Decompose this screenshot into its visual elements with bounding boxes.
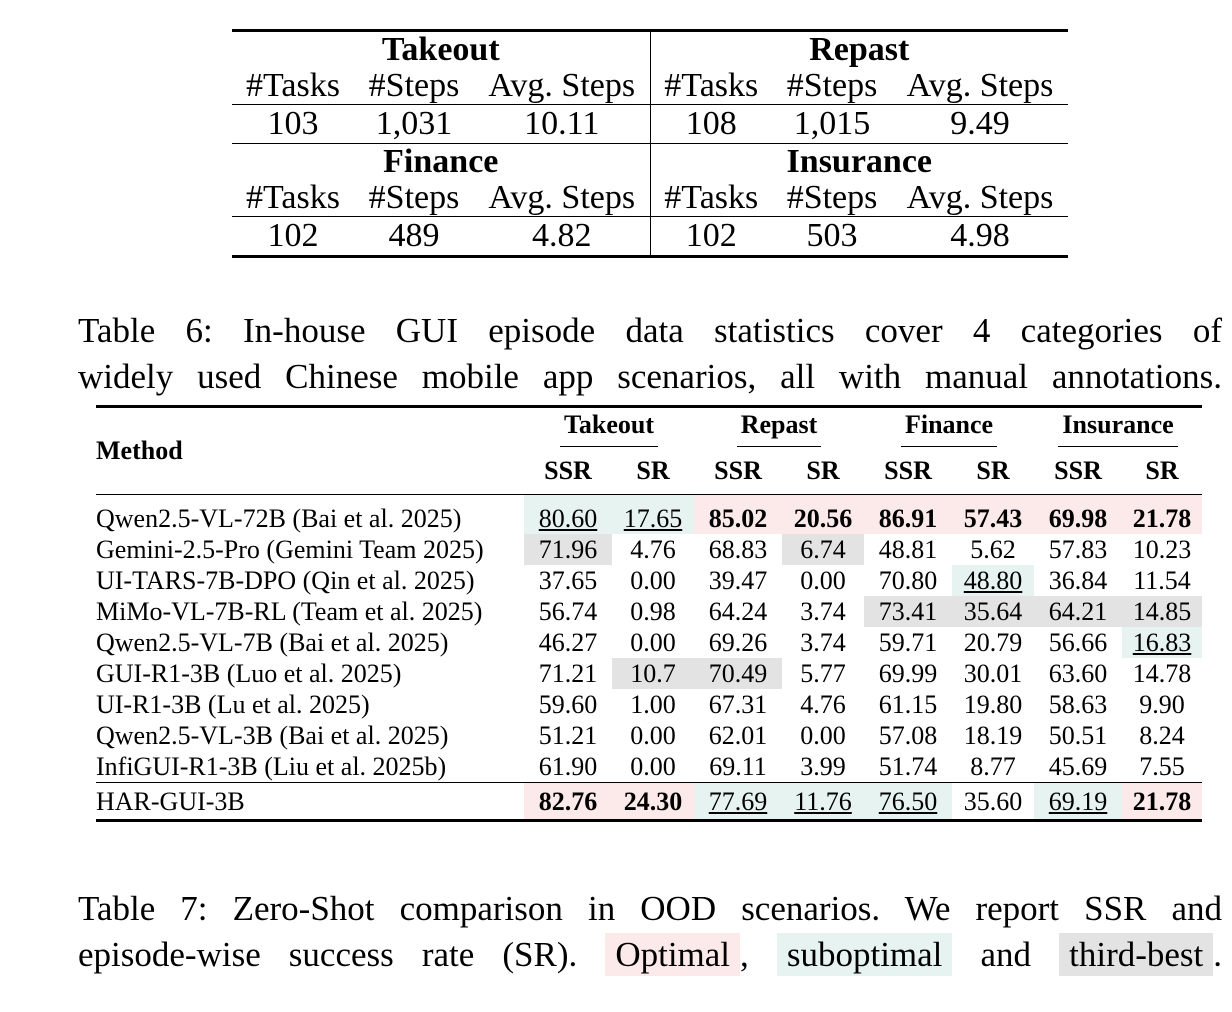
column-header: #Steps (786, 67, 878, 104)
table-row (96, 689, 1202, 720)
table-cell: 102 (232, 217, 354, 257)
column-header: Avg. Steps (474, 68, 650, 105)
column-header: Avg. Steps (906, 67, 1054, 104)
table-cell: 3.99 (800, 752, 846, 781)
table-cell: 0.00 (630, 628, 676, 657)
table-cell: 21.78 (1122, 495, 1202, 535)
table-row (96, 565, 1202, 596)
table-cell: 19.80 (963, 690, 1023, 719)
table-cell: 489 (354, 217, 474, 257)
table-row (96, 596, 1202, 627)
table-cell: 59.71 (878, 628, 938, 657)
table-cell: 62.01 (708, 721, 768, 750)
table-cell: 6.74 (782, 534, 864, 565)
table-cell: 14.85 (1122, 596, 1202, 627)
column-header: SR (1122, 448, 1202, 495)
table-cell: 9.90 (1139, 690, 1185, 719)
table-cell: 56.66 (1048, 628, 1108, 657)
table-cell: 11.76 (782, 783, 864, 821)
group-header: Finance (864, 407, 1034, 449)
table-cell: 76.50 (864, 783, 952, 821)
table-cell: 35.64 (952, 596, 1034, 627)
table-cell: 0.00 (630, 752, 676, 781)
table-7 (96, 405, 1202, 822)
caption-text: . (1213, 935, 1223, 974)
table-cell: 50.51 (1048, 721, 1108, 750)
table-cell: 70.80 (878, 566, 938, 595)
table-cell: 85.02 (694, 495, 782, 535)
table-cell: 67.31 (708, 690, 768, 719)
group-header: Repast (809, 31, 910, 68)
table-cell: 5.77 (800, 659, 846, 688)
table-cell: 35.60 (952, 783, 1034, 821)
table-cell: 20.56 (782, 495, 864, 535)
table-cell: 48.81 (878, 535, 938, 564)
table-cell: 24.30 (612, 783, 694, 821)
table-cell: 70.49 (694, 658, 782, 689)
caption-line (78, 932, 1222, 978)
table-cell: 56.74 (538, 597, 598, 626)
table-cell: 71.96 (524, 534, 612, 565)
table-cell: 59.60 (538, 690, 598, 719)
column-header: SSR (524, 448, 612, 495)
column-header: #Tasks (664, 67, 759, 104)
table-cell: 51.21 (538, 721, 598, 750)
column-header: SSR (694, 448, 782, 495)
group-header: Takeout (524, 407, 694, 449)
table-cell: 77.69 (694, 783, 782, 821)
table-cell: 68.83 (708, 535, 768, 564)
group-header: Takeout (232, 31, 650, 69)
table-cell: 51.74 (878, 752, 938, 781)
column-header: SR (952, 448, 1034, 495)
table-cell: 39.47 (708, 566, 768, 595)
table-cell: 69.11 (709, 752, 767, 781)
caption-line: Table 6: In-house GUI episode data statistics cover 4 categories of (78, 311, 1222, 350)
table-cell: 0.00 (630, 721, 676, 750)
column-header: SR (612, 448, 694, 495)
table-cell: 63.60 (1048, 659, 1108, 688)
group-header: Insurance (786, 143, 933, 180)
table-cell: 30.01 (963, 659, 1023, 688)
table-cell: 18.19 (963, 721, 1023, 750)
table-cell: 61.15 (878, 690, 938, 719)
table-cell: 14.78 (1132, 659, 1192, 688)
table-cell: 16.83 (1122, 627, 1202, 658)
column-header: Avg. Steps (906, 179, 1054, 216)
table-cell: 37.65 (538, 566, 598, 595)
table-cell: 8.77 (970, 752, 1016, 781)
table-cell: 4.98 (892, 217, 1068, 257)
caption-text: and (980, 935, 1032, 974)
table-cell: 80.60 (524, 495, 612, 535)
table-cell: 503 (772, 217, 892, 257)
table-cell: 71.21 (538, 659, 598, 688)
caption-text: episode-wise success rate (SR). (78, 935, 578, 974)
group-header: Insurance (1034, 407, 1202, 449)
table-cell: 1.00 (630, 690, 676, 719)
method-name: Qwen2.5-VL-72B (Bai et al. 2025) (96, 504, 462, 533)
table-cell: 0.00 (630, 566, 676, 595)
table-cell: 102 (650, 217, 772, 257)
table-cell: 64.24 (708, 597, 768, 626)
table-7-caption (78, 886, 1222, 978)
table-cell: 7.55 (1139, 752, 1185, 781)
method-name: HAR-GUI-3B (96, 783, 524, 821)
table-cell: 57.43 (952, 495, 1034, 535)
table-cell: 1,015 (772, 105, 892, 144)
column-header: SR (782, 448, 864, 495)
table-cell: 73.41 (864, 596, 952, 627)
table-cell: 8.24 (1139, 721, 1185, 750)
column-header: #Tasks (246, 179, 340, 216)
table-cell: 3.74 (800, 628, 846, 657)
table-row (96, 495, 1202, 535)
table-cell: 3.74 (800, 597, 846, 626)
table-6-caption (78, 308, 1222, 400)
table-cell: 69.98 (1034, 495, 1122, 535)
table-cell: 10.7 (612, 658, 694, 689)
table-cell: 4.82 (474, 217, 650, 257)
table-cell: 0.00 (800, 566, 846, 595)
method-name: UI-R1-3B (Lu et al. 2025) (96, 690, 370, 719)
legend-third-best: third-best (1059, 933, 1213, 976)
table-cell: 86.91 (864, 495, 952, 535)
table-cell: 45.69 (1048, 752, 1108, 781)
method-name: MiMo-VL-7B-RL (Team et al. 2025) (96, 597, 483, 626)
table-cell: 0.98 (630, 597, 676, 626)
column-header: #Tasks (246, 67, 340, 104)
column-header: #Steps (786, 179, 878, 216)
table-cell: 9.49 (892, 105, 1068, 144)
table-cell: 1,031 (354, 105, 474, 144)
table-cell: 69.19 (1034, 783, 1122, 821)
legend-optimal: Optimal (605, 933, 740, 976)
method-header: Method (96, 407, 524, 495)
caption-line: widely used Chinese mobile app scenarios, all with manual annotations. (78, 357, 1222, 396)
method-name: Gemini-2.5-Pro (Gemini Team 2025) (96, 535, 484, 564)
table-cell: 58.63 (1048, 690, 1108, 719)
table-cell: 0.00 (800, 721, 846, 750)
column-header: SSR (864, 448, 952, 495)
table-row (96, 627, 1202, 658)
table-cell: 61.90 (538, 752, 598, 781)
table-cell: 11.54 (1133, 566, 1191, 595)
table-row (96, 658, 1202, 689)
table-row (96, 534, 1202, 565)
table-cell: 108 (650, 105, 772, 144)
legend-suboptimal: suboptimal (777, 933, 953, 976)
table-row (96, 751, 1202, 783)
table-row (96, 783, 1202, 821)
column-header: #Tasks (664, 179, 759, 216)
table-cell: 103 (232, 105, 354, 144)
table-cell: 4.76 (800, 690, 846, 719)
caption-text: , (740, 935, 749, 974)
table-cell: 4.76 (630, 535, 676, 564)
group-header: Finance (232, 144, 650, 181)
table-cell: 21.78 (1122, 783, 1202, 821)
table-cell: 57.08 (878, 721, 938, 750)
method-name: UI-TARS-7B-DPO (Qin et al. 2025) (96, 566, 475, 595)
table-cell: 20.79 (963, 628, 1023, 657)
column-header: SSR (1034, 448, 1122, 495)
caption-line: Table 7: Zero-Shot comparison in OOD scenarios. We report SSR and (78, 889, 1222, 928)
method-name: Qwen2.5-VL-7B (Bai et al. 2025) (96, 628, 449, 657)
method-name: Qwen2.5-VL-3B (Bai et al. 2025) (96, 721, 449, 750)
group-header: Repast (694, 407, 864, 449)
table-cell: 10.23 (1132, 535, 1192, 564)
table-row (96, 720, 1202, 751)
table-6 (232, 29, 1068, 258)
table-cell: 48.80 (952, 565, 1034, 596)
table-cell: 46.27 (538, 628, 598, 657)
table-cell: 69.26 (708, 628, 768, 657)
table-cell: 5.62 (970, 535, 1016, 564)
column-header: #Steps (368, 67, 460, 104)
column-header: #Steps (368, 179, 460, 216)
table-cell: 64.21 (1034, 596, 1122, 627)
table-cell: 10.11 (474, 105, 650, 144)
table-cell: 69.99 (878, 659, 938, 688)
table-cell: 17.65 (612, 495, 694, 535)
method-name: InfiGUI-R1-3B (Liu et al. 2025b) (96, 752, 447, 781)
table-cell: 57.83 (1048, 535, 1108, 564)
column-header: Avg. Steps (474, 180, 650, 217)
table-cell: 36.84 (1048, 566, 1108, 595)
table-cell: 82.76 (524, 783, 612, 821)
method-name: GUI-R1-3B (Luo et al. 2025) (96, 659, 402, 688)
